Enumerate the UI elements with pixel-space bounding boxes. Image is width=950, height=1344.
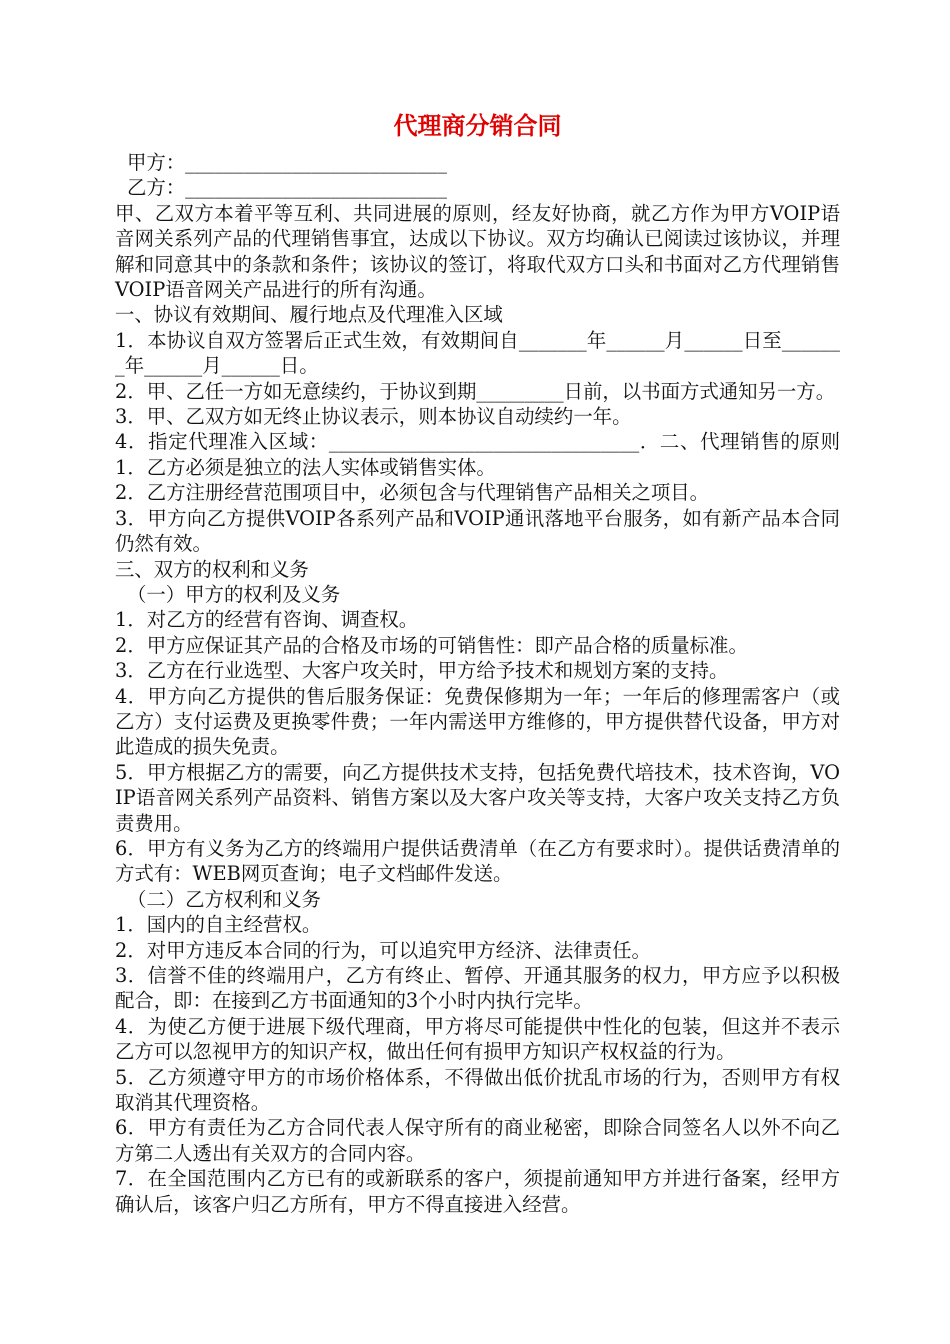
clause-paragraph: 3．甲方向乙方提供VOIP各系列产品和VOIP通讯落地平台服务，如有新产品本合同仍然有效。 [115, 506, 840, 556]
subsection-heading: （一）甲方的权利及义务 [127, 582, 341, 606]
clause-paragraph: 4．甲方向乙方提供的售后服务保证：免费保修期为一年；一年后的修理需客户（或乙方）支付运费及更换零件费；一年内需送甲方维修的，甲方提供替代设备，甲方对此造成的损失免责。 [115, 684, 840, 759]
party-a-line: 甲方：___________________________ [127, 151, 447, 174]
clause-paragraph: 1．国内的自主经营权。 [115, 913, 322, 937]
clause-paragraph: 7．在全国范围内乙方已有的或新联系的客户，须提前通知甲方并进行备案，经甲方确认后，该客户归乙方所有，甲方不得直接进入经营。 [115, 1167, 840, 1216]
section-heading: 一、协议有效期间、履行地点及代理准入区域 [115, 303, 503, 327]
clause-paragraph: 6．甲方有义务为乙方的终端用户提供话费清单（在乙方有要求时）。提供话费清单的方式有：WEB网页查询；电子文档邮件发送。 [115, 836, 840, 886]
party-b-line: 乙方：___________________________ [127, 176, 447, 200]
clause-paragraph: 3．乙方在行业选型、大客户攻关时，甲方给予技术和规划方案的支持。 [115, 659, 729, 683]
section-heading: 三、双方的权利和义务 [115, 557, 309, 581]
clause-paragraph: 5．乙方须遵守甲方的市场价格体系，不得做出低价扰乱市场的行为，否则甲方有权取消其代理资格。 [115, 1065, 840, 1115]
clause-paragraph: 2．甲方应保证其产品的合格及市场的可销售性：即产品合格的质量标准。 [115, 633, 748, 657]
preamble-paragraph: 甲、乙双方本着平等互利、共同进展的原则，经友好协商，就乙方作为甲方VOIP语音网关系列产品的代理销售事宜，达成以下协议。双方均确认已阅读过该协议，并理解和同意其中的条款和条件；该协议的签订，将取代双方口头和书面对乙方代理销售VOIP语音网关产品进行的所有沟通。 [115, 201, 840, 302]
clause-paragraph: 1．本协议自双方签署后正式生效，有效期间自_______年______月______日至_______年______月______日。 [115, 328, 840, 378]
clause-paragraph: 2．甲、乙任一方如无意续约，于协议到期_________日前，以书面方式通知另一方。 [115, 379, 836, 403]
clause-paragraph: 4．为使乙方便于进展下级代理商，甲方将尽可能提供中性化的包装，但这并不表示乙方可以忽视甲方的知识产权，做出任何有损甲方知识产权权益的行为。 [115, 1014, 840, 1064]
clause-paragraph: 3．甲、乙双方如无终止协议表示，则本协议自动续约一年。 [115, 405, 632, 429]
clause-paragraph: 2．乙方注册经营范围项目中，必须包含与代理销售产品相关之项目。 [115, 481, 710, 505]
clause-paragraph: 4．指定代理准入区域：________________________________．二、代理销售的原则1．乙方必须是独立的法人实体或销售实体。 [115, 430, 840, 479]
document-title: 代理商分销合同 [393, 112, 562, 140]
subsection-heading: （二）乙方权利和义务 [127, 887, 321, 911]
clause-paragraph: 3．信誉不佳的终端用户，乙方有终止、暂停、开通其服务的权力，甲方应予以积极配合，即：在接到乙方书面通知的3个小时内执行完毕。 [115, 964, 840, 1013]
clause-paragraph: 6．甲方有责任为乙方合同代表人保守所有的商业秘密，即除合同签名人以外不向乙方第二人透出有关双方的合同内容。 [115, 1116, 840, 1165]
clause-paragraph: 5．甲方根据乙方的需要，向乙方提供技术支持，包括免费代培技术，技术咨询，VOIP语音网关系列产品资料、销售方案以及大客户攻关等支持，大客户攻关支持乙方负责费用。 [115, 760, 840, 835]
clause-paragraph: 2．对甲方违反本合同的行为，可以追究甲方经济、法律责任。 [115, 938, 651, 962]
clause-paragraph: 1．对乙方的经营有咨询、调查权。 [115, 608, 419, 632]
contract-page [115, 106, 840, 1217]
